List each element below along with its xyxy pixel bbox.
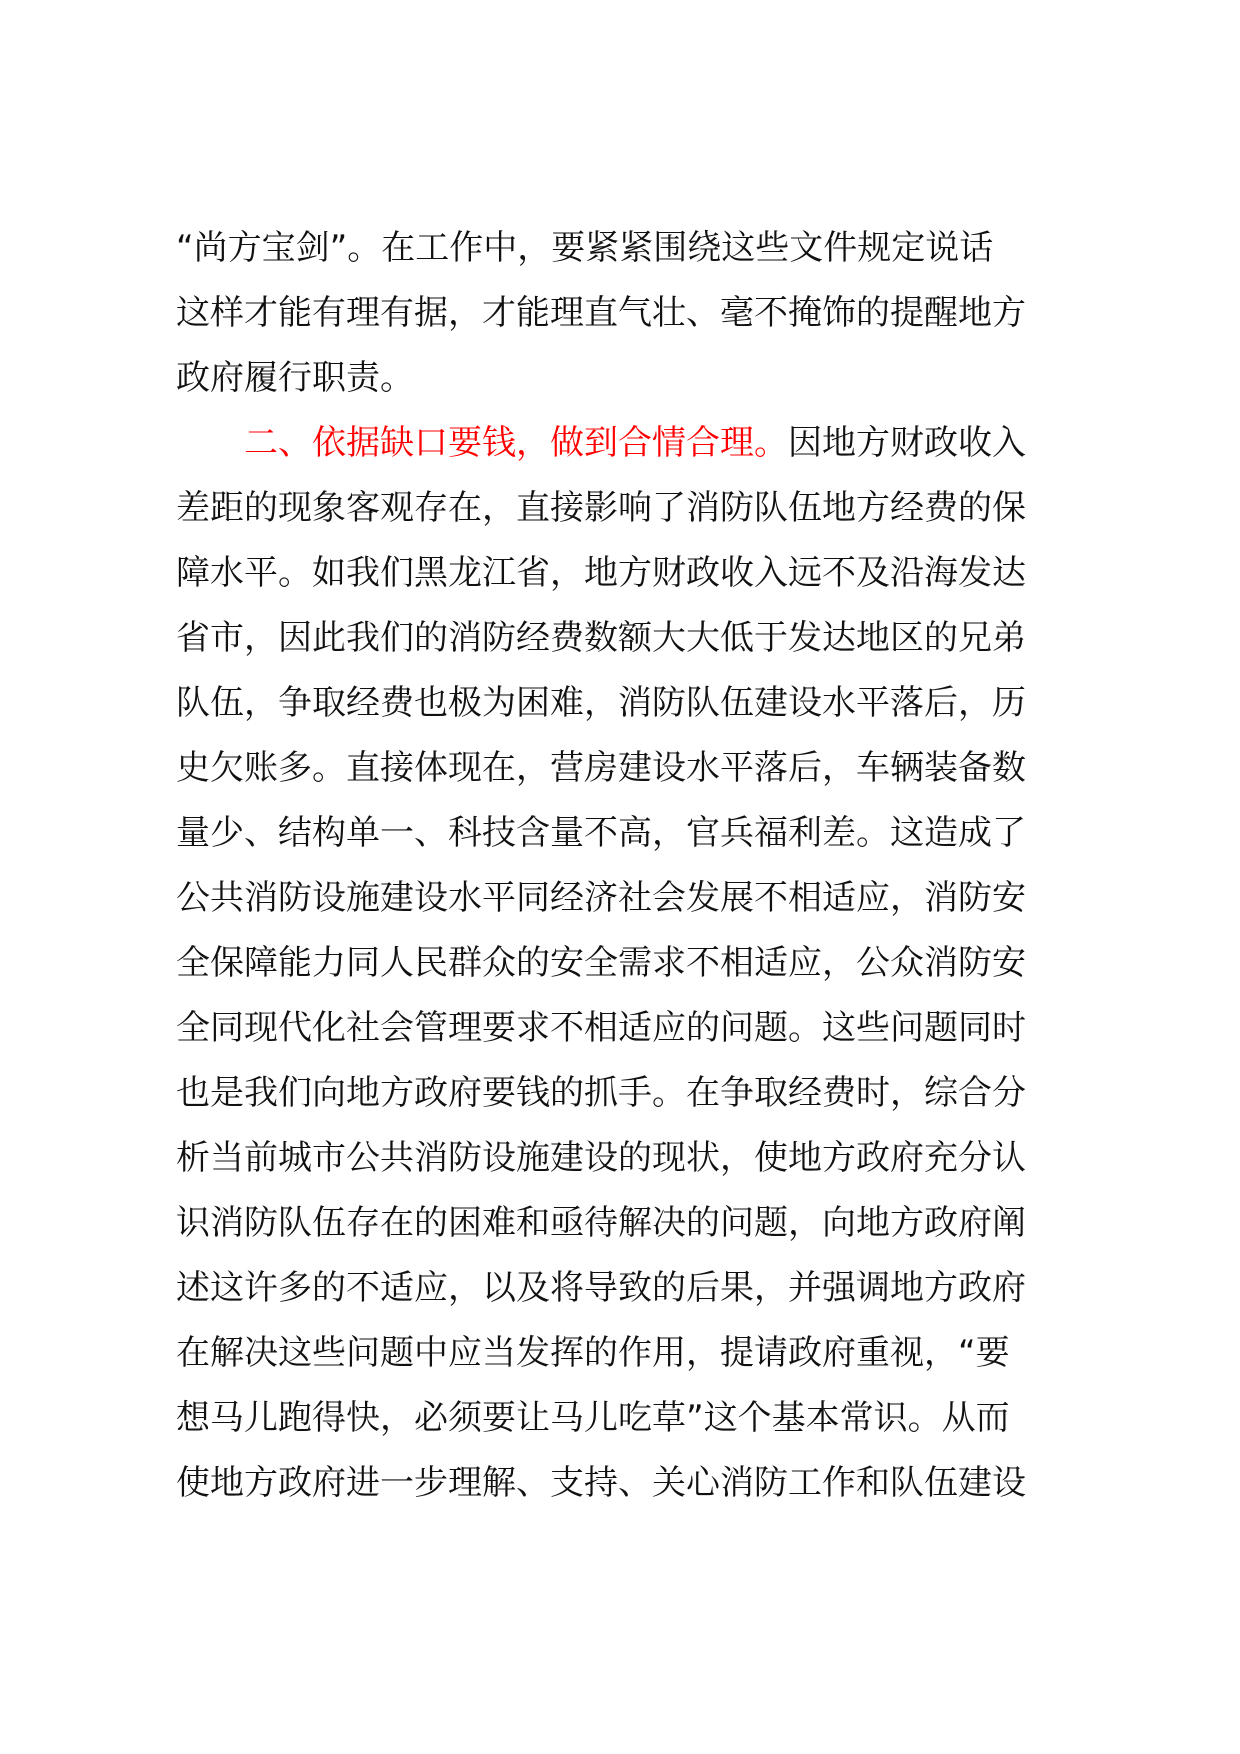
paragraph-line: 使地方政府进一步理解、支持、关心消防工作和队伍建设	[176, 1463, 1026, 1503]
paragraph-line: 全同现代化社会管理要求不相适应的问题。这些问题同时	[176, 1008, 1026, 1048]
paragraph-text: 因地方财政收入	[788, 423, 1026, 463]
paragraph-line: 省市，因此我们的消防经费数额大大低于发达地区的兄弟	[176, 618, 1026, 658]
paragraph-line: 全保障能力同人民群众的安全需求不相适应，公众消防安	[176, 943, 1026, 983]
paragraph-line: 在解决这些问题中应当发挥的作用，提请政府重视，“要	[176, 1333, 1010, 1373]
paragraph-line: 差距的现象客观存在，直接影响了消防队伍地方经费的保	[176, 488, 1026, 528]
paragraph-line: 史欠账多。直接体现在，营房建设水平落后，车辆装备数	[176, 748, 1026, 788]
paragraph-line: 识消防队伍存在的困难和亟待解决的问题，向地方政府阐	[176, 1203, 1026, 1243]
document-body	[176, 216, 1078, 1516]
paragraph-line: 队伍，争取经费也极为困难，消防队伍建设水平落后，历	[176, 683, 1026, 723]
paragraph-line: 也是我们向地方政府要钱的抓手。在争取经费时，综合分	[176, 1073, 1026, 1113]
section-heading: 二、依据缺口要钱，做到合情合理。	[244, 423, 788, 463]
paragraph-line: 公共消防设施建设水平同经济社会发展不相适应，消防安	[176, 878, 1026, 918]
paragraph-line: 述这许多的不适应，以及将导致的后果，并强调地方政府	[176, 1268, 1026, 1308]
paragraph-line: 量少、结构单一、科技含量不高，官兵福利差。这造成了	[176, 813, 1026, 853]
paragraph-line: 想马儿跑得快，必须要让马儿吃草”这个基本常识。从而	[176, 1398, 1010, 1438]
paragraph-line: 这样才能有理有据，才能理直气壮、毫不掩饰的提醒地方	[176, 293, 1026, 333]
paragraph-line: 析当前城市公共消防设施建设的现状，使地方政府充分认	[176, 1138, 1026, 1178]
paragraph-line: “尚方宝剑”。在工作中，要紧紧围绕这些文件规定说话	[176, 228, 994, 268]
section-heading-line	[176, 411, 1078, 476]
paragraph-line: 障水平。如我们黑龙江省，地方财政收入远不及沿海发达	[176, 553, 1026, 593]
paragraph-line: 政府履行职责。	[176, 358, 414, 398]
